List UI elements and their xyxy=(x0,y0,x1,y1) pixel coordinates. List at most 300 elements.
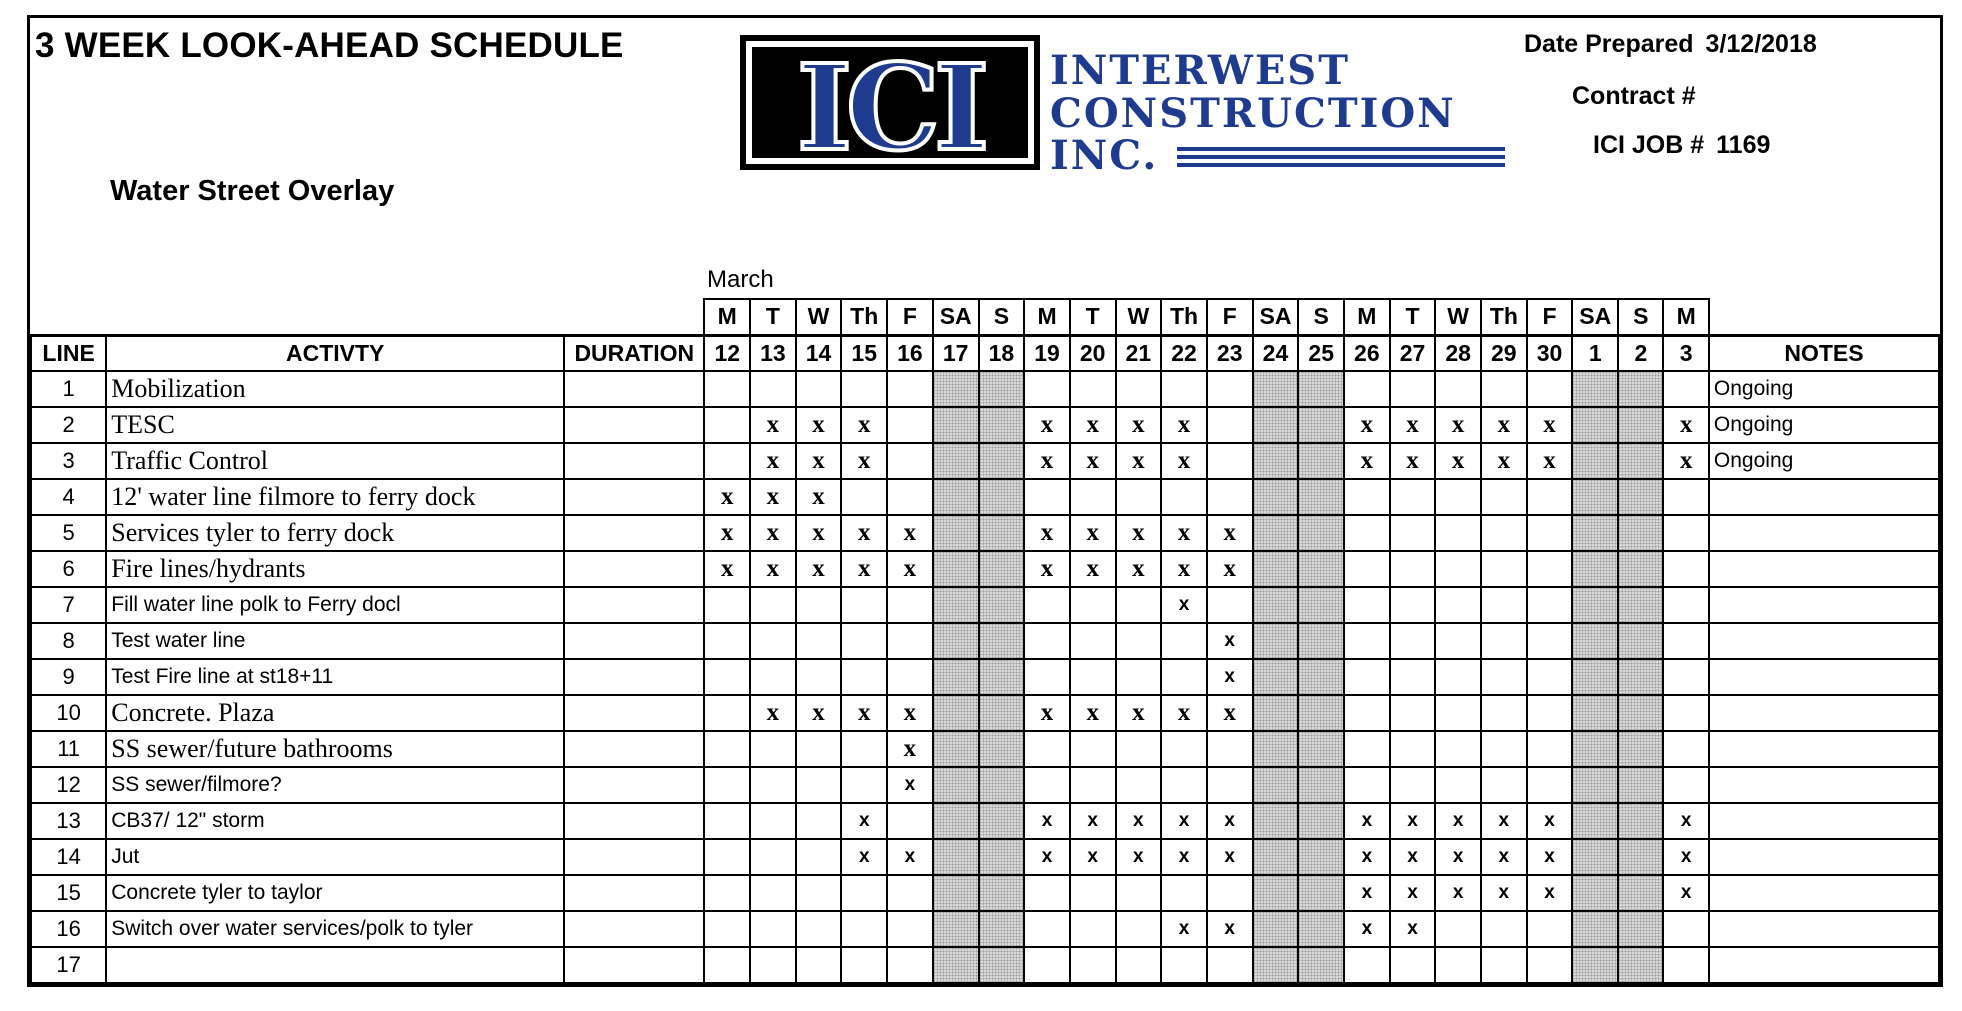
activity-cell: Mobilization xyxy=(106,371,564,407)
schedule-cell xyxy=(841,659,887,695)
line-number-cell: 14 xyxy=(31,839,106,875)
schedule-mark-cell: x xyxy=(1070,515,1116,551)
duration-cell xyxy=(564,947,704,983)
notes-cell: Ongoing xyxy=(1709,407,1939,443)
ici-logo-mark xyxy=(740,35,1040,170)
activity-cell: SS sewer/filmore? xyxy=(106,767,564,803)
table-row xyxy=(31,479,1939,515)
schedule-cell xyxy=(979,947,1025,983)
schedule-cell xyxy=(1298,767,1344,803)
schedule-cell xyxy=(1435,947,1481,983)
schedule-cell xyxy=(1298,551,1344,587)
table-row xyxy=(31,875,1939,911)
logo-mark-text: ICI xyxy=(796,38,984,170)
schedule-cell xyxy=(1572,551,1618,587)
schedule-cell xyxy=(1253,767,1299,803)
day-date-header: 21 xyxy=(1116,335,1162,371)
day-date-header: 19 xyxy=(1024,335,1070,371)
month-label: March xyxy=(707,266,774,293)
schedule-cell xyxy=(1207,767,1253,803)
day-date-header: 12 xyxy=(704,335,750,371)
schedule-cell xyxy=(1663,371,1708,407)
schedule-cell xyxy=(1298,839,1344,875)
table-row xyxy=(31,731,1939,767)
table-row xyxy=(31,803,1939,839)
schedule-mark-cell: x xyxy=(1344,911,1390,947)
schedule-cell xyxy=(750,803,796,839)
activity-cell xyxy=(106,947,564,983)
schedule-mark-cell: x xyxy=(841,551,887,587)
schedule-mark-cell: x xyxy=(1527,839,1573,875)
schedule-cell xyxy=(1481,911,1527,947)
schedule-cell xyxy=(1024,587,1070,623)
schedule-mark-cell: x xyxy=(1481,875,1527,911)
schedule-mark-cell: x xyxy=(1207,695,1253,731)
schedule-cell xyxy=(750,659,796,695)
day-name-header: T xyxy=(750,299,796,335)
schedule-table xyxy=(30,298,1940,984)
duration-cell xyxy=(564,731,704,767)
schedule-cell xyxy=(887,947,933,983)
schedule-cell xyxy=(979,587,1025,623)
schedule-cell xyxy=(1253,839,1299,875)
schedule-mark-cell: x xyxy=(1207,803,1253,839)
schedule-cell xyxy=(1253,911,1299,947)
schedule-cell xyxy=(1390,479,1436,515)
schedule-mark-cell: x xyxy=(841,443,887,479)
schedule-mark-cell: x xyxy=(1663,803,1708,839)
schedule-mark-cell: x xyxy=(1024,443,1070,479)
schedule-cell xyxy=(933,695,979,731)
schedule-mark-cell: x xyxy=(887,839,933,875)
schedule-cell xyxy=(1527,695,1573,731)
schedule-mark-cell: x xyxy=(1527,875,1573,911)
schedule-mark-cell: x xyxy=(1481,407,1527,443)
schedule-mark-cell: x xyxy=(841,839,887,875)
schedule-cell xyxy=(1663,911,1708,947)
schedule-cell xyxy=(1070,731,1116,767)
day-date-header: 1 xyxy=(1572,335,1618,371)
line-number-cell: 15 xyxy=(31,875,106,911)
day-date-header: 26 xyxy=(1344,335,1390,371)
schedule-mark-cell: x xyxy=(750,515,796,551)
schedule-cell xyxy=(1161,659,1207,695)
schedule-sheet xyxy=(27,15,1943,987)
schedule-cell xyxy=(1070,659,1116,695)
schedule-cell xyxy=(1435,659,1481,695)
schedule-cell xyxy=(750,371,796,407)
duration-cell xyxy=(564,695,704,731)
duration-column-header: DURATION xyxy=(564,335,704,371)
schedule-cell xyxy=(1253,731,1299,767)
table-row xyxy=(31,695,1939,731)
schedule-cell xyxy=(1253,371,1299,407)
schedule-cell xyxy=(1161,371,1207,407)
schedule-cell xyxy=(1207,587,1253,623)
day-date-header: 18 xyxy=(979,335,1025,371)
duration-cell xyxy=(564,875,704,911)
schedule-cell xyxy=(1116,623,1162,659)
header-spacer xyxy=(1709,299,1939,335)
line-number-cell: 13 xyxy=(31,803,106,839)
schedule-cell xyxy=(704,911,750,947)
schedule-cell xyxy=(704,947,750,983)
schedule-cell xyxy=(979,407,1025,443)
schedule-cell xyxy=(1344,695,1390,731)
schedule-cell xyxy=(1435,479,1481,515)
schedule-cell xyxy=(704,587,750,623)
schedule-cell xyxy=(979,551,1025,587)
schedule-mark-cell: x xyxy=(1207,839,1253,875)
notes-cell xyxy=(1709,695,1939,731)
schedule-cell xyxy=(933,407,979,443)
schedule-cell xyxy=(1572,443,1618,479)
schedule-cell xyxy=(1116,479,1162,515)
schedule-cell xyxy=(1298,875,1344,911)
schedule-cell xyxy=(1390,695,1436,731)
schedule-cell xyxy=(933,551,979,587)
schedule-cell xyxy=(1024,767,1070,803)
schedule-mark-cell: x xyxy=(887,731,933,767)
schedule-cell xyxy=(1253,407,1299,443)
line-number-cell: 16 xyxy=(31,911,106,947)
schedule-cell xyxy=(1618,371,1663,407)
schedule-cell xyxy=(704,443,750,479)
notes-cell xyxy=(1709,875,1939,911)
schedule-cell xyxy=(1663,947,1708,983)
schedule-mark-cell: x xyxy=(796,479,842,515)
schedule-cell xyxy=(933,659,979,695)
schedule-cell xyxy=(933,587,979,623)
schedule-mark-cell: x xyxy=(704,479,750,515)
schedule-cell xyxy=(1253,479,1299,515)
company-logo xyxy=(740,35,1510,179)
notes-cell xyxy=(1709,911,1939,947)
schedule-cell xyxy=(1344,551,1390,587)
schedule-cell xyxy=(1572,803,1618,839)
schedule-cell xyxy=(1344,623,1390,659)
schedule-cell xyxy=(1298,947,1344,983)
day-date-header: 16 xyxy=(887,335,933,371)
schedule-cell xyxy=(1207,875,1253,911)
day-name-header: S xyxy=(979,299,1025,335)
schedule-cell xyxy=(796,623,842,659)
schedule-cell xyxy=(1481,659,1527,695)
line-number-cell: 17 xyxy=(31,947,106,983)
schedule-cell xyxy=(1527,731,1573,767)
day-date-header: 27 xyxy=(1390,335,1436,371)
schedule-cell xyxy=(796,767,842,803)
schedule-cell xyxy=(796,371,842,407)
day-date-header: 15 xyxy=(841,335,887,371)
schedule-cell xyxy=(1618,767,1663,803)
schedule-cell xyxy=(1572,875,1618,911)
page-title: 3 WEEK LOOK-AHEAD SCHEDULE xyxy=(35,26,624,65)
schedule-mark-cell: x xyxy=(1161,911,1207,947)
schedule-cell xyxy=(887,803,933,839)
schedule-cell xyxy=(979,803,1025,839)
schedule-cell xyxy=(1527,551,1573,587)
schedule-cell xyxy=(1344,767,1390,803)
schedule-cell xyxy=(796,803,842,839)
schedule-cell xyxy=(1344,587,1390,623)
schedule-cell xyxy=(1298,587,1344,623)
project-name: Water Street Overlay xyxy=(110,175,395,207)
schedule-mark-cell: x xyxy=(1435,443,1481,479)
schedule-cell xyxy=(1527,767,1573,803)
schedule-mark-cell: x xyxy=(1024,839,1070,875)
schedule-cell xyxy=(1253,947,1299,983)
schedule-mark-cell: x xyxy=(1344,407,1390,443)
table-row xyxy=(31,623,1939,659)
schedule-mark-cell: x xyxy=(1161,695,1207,731)
day-date-header: 13 xyxy=(750,335,796,371)
duration-cell xyxy=(564,659,704,695)
schedule-cell xyxy=(704,731,750,767)
schedule-cell xyxy=(1207,443,1253,479)
line-number-cell: 5 xyxy=(31,515,106,551)
day-name-header: M xyxy=(1344,299,1390,335)
schedule-mark-cell: x xyxy=(1207,911,1253,947)
schedule-cell xyxy=(750,731,796,767)
schedule-cell xyxy=(933,947,979,983)
schedule-mark-cell: x xyxy=(1116,803,1162,839)
day-name-header: F xyxy=(887,299,933,335)
schedule-cell xyxy=(1481,479,1527,515)
schedule-mark-cell: x xyxy=(1344,803,1390,839)
schedule-cell xyxy=(1572,371,1618,407)
schedule-mark-cell: x xyxy=(1116,515,1162,551)
schedule-cell xyxy=(1024,479,1070,515)
schedule-cell xyxy=(1663,587,1708,623)
schedule-mark-cell: x xyxy=(1207,659,1253,695)
schedule-cell xyxy=(841,479,887,515)
schedule-mark-cell: x xyxy=(1116,407,1162,443)
schedule-cell xyxy=(979,875,1025,911)
schedule-cell xyxy=(750,947,796,983)
schedule-cell xyxy=(1253,803,1299,839)
schedule-cell xyxy=(1572,839,1618,875)
schedule-cell xyxy=(841,623,887,659)
schedule-cell xyxy=(979,911,1025,947)
schedule-cell xyxy=(1618,479,1663,515)
day-name-header: F xyxy=(1207,299,1253,335)
schedule-cell xyxy=(750,839,796,875)
activity-cell: Jut xyxy=(106,839,564,875)
duration-cell xyxy=(564,551,704,587)
schedule-cell xyxy=(1618,731,1663,767)
schedule-cell xyxy=(1070,911,1116,947)
schedule-mark-cell: x xyxy=(1481,443,1527,479)
schedule-cell xyxy=(1481,587,1527,623)
line-number-cell: 10 xyxy=(31,695,106,731)
schedule-cell xyxy=(1024,947,1070,983)
schedule-mark-cell: x xyxy=(1024,407,1070,443)
schedule-mark-cell: x xyxy=(1481,803,1527,839)
day-name-header: W xyxy=(1435,299,1481,335)
schedule-cell xyxy=(887,443,933,479)
schedule-cell xyxy=(704,371,750,407)
schedule-cell xyxy=(1663,623,1708,659)
schedule-cell xyxy=(1161,947,1207,983)
schedule-cell xyxy=(1481,731,1527,767)
schedule-cell xyxy=(1390,551,1436,587)
schedule-cell xyxy=(1024,371,1070,407)
schedule-mark-cell: x xyxy=(750,407,796,443)
schedule-mark-cell: x xyxy=(750,443,796,479)
schedule-cell xyxy=(841,911,887,947)
schedule-cell xyxy=(933,839,979,875)
notes-cell xyxy=(1709,947,1939,983)
schedule-mark-cell: x xyxy=(1390,407,1436,443)
activity-cell: SS sewer/future bathrooms xyxy=(106,731,564,767)
schedule-cell xyxy=(1298,731,1344,767)
schedule-cell xyxy=(887,407,933,443)
schedule-mark-cell: x xyxy=(1390,443,1436,479)
schedule-mark-cell: x xyxy=(1070,443,1116,479)
schedule-cell xyxy=(1618,587,1663,623)
schedule-cell xyxy=(1527,911,1573,947)
schedule-cell xyxy=(933,731,979,767)
schedule-cell xyxy=(1527,479,1573,515)
day-name-header: F xyxy=(1527,299,1573,335)
schedule-cell xyxy=(1298,623,1344,659)
schedule-cell xyxy=(1024,875,1070,911)
schedule-cell xyxy=(1116,767,1162,803)
schedule-mark-cell: x xyxy=(1024,551,1070,587)
schedule-cell xyxy=(1116,947,1162,983)
schedule-mark-cell: x xyxy=(1390,803,1436,839)
schedule-cell xyxy=(1390,515,1436,551)
table-row xyxy=(31,767,1939,803)
schedule-cell xyxy=(979,839,1025,875)
notes-cell xyxy=(1709,551,1939,587)
day-name-header: W xyxy=(796,299,842,335)
schedule-cell xyxy=(1344,479,1390,515)
schedule-cell xyxy=(1572,587,1618,623)
schedule-cell xyxy=(1344,515,1390,551)
day-name-header: SA xyxy=(1572,299,1618,335)
schedule-mark-cell: x xyxy=(841,515,887,551)
schedule-cell xyxy=(750,875,796,911)
schedule-cell xyxy=(1070,479,1116,515)
schedule-mark-cell: x xyxy=(1161,407,1207,443)
line-number-cell: 6 xyxy=(31,551,106,587)
logo-rule xyxy=(1177,155,1505,159)
schedule-mark-cell: x xyxy=(796,443,842,479)
schedule-cell xyxy=(1481,947,1527,983)
schedule-cell xyxy=(1070,947,1116,983)
schedule-mark-cell: x xyxy=(1527,443,1573,479)
line-number-cell: 8 xyxy=(31,623,106,659)
schedule-cell xyxy=(1070,875,1116,911)
schedule-cell xyxy=(1618,551,1663,587)
schedule-cell xyxy=(841,371,887,407)
schedule-cell xyxy=(1298,695,1344,731)
schedule-cell xyxy=(1390,587,1436,623)
schedule-mark-cell: x xyxy=(841,695,887,731)
schedule-cell xyxy=(979,623,1025,659)
line-number-cell: 11 xyxy=(31,731,106,767)
schedule-mark-cell: x xyxy=(796,515,842,551)
day-date-header: 24 xyxy=(1253,335,1299,371)
schedule-cell xyxy=(1161,623,1207,659)
schedule-cell xyxy=(704,623,750,659)
schedule-cell xyxy=(979,695,1025,731)
job-number xyxy=(1593,131,1770,160)
schedule-cell xyxy=(1618,407,1663,443)
schedule-mark-cell: x xyxy=(1161,587,1207,623)
logo-rule xyxy=(1177,163,1505,167)
schedule-cell xyxy=(1481,695,1527,731)
schedule-cell xyxy=(1298,479,1344,515)
table-row xyxy=(31,839,1939,875)
contract-label: Contract # xyxy=(1572,82,1696,110)
schedule-cell xyxy=(1572,515,1618,551)
schedule-cell xyxy=(1663,551,1708,587)
job-value: 1169 xyxy=(1716,131,1771,159)
schedule-cell xyxy=(1207,407,1253,443)
schedule-cell xyxy=(1253,659,1299,695)
schedule-mark-cell: x xyxy=(1344,443,1390,479)
schedule-cell xyxy=(1527,947,1573,983)
schedule-mark-cell: x xyxy=(750,695,796,731)
schedule-cell xyxy=(1298,803,1344,839)
schedule-cell xyxy=(1663,731,1708,767)
schedule-mark-cell: x xyxy=(887,551,933,587)
schedule-cell xyxy=(1435,731,1481,767)
schedule-cell xyxy=(887,479,933,515)
schedule-cell xyxy=(1618,947,1663,983)
table-row xyxy=(31,659,1939,695)
schedule-mark-cell: x xyxy=(796,695,842,731)
schedule-cell xyxy=(704,803,750,839)
day-name-header: T xyxy=(1390,299,1436,335)
schedule-mark-cell: x xyxy=(1390,911,1436,947)
schedule-cell xyxy=(1572,659,1618,695)
schedule-cell xyxy=(704,407,750,443)
schedule-cell xyxy=(979,371,1025,407)
schedule-cell xyxy=(1663,515,1708,551)
schedule-cell xyxy=(1435,371,1481,407)
schedule-cell xyxy=(1207,947,1253,983)
schedule-cell xyxy=(887,911,933,947)
schedule-mark-cell: x xyxy=(841,407,887,443)
schedule-mark-cell: x xyxy=(1024,695,1070,731)
schedule-cell xyxy=(933,623,979,659)
schedule-cell xyxy=(750,911,796,947)
day-date-header: 22 xyxy=(1161,335,1207,371)
schedule-cell xyxy=(1253,443,1299,479)
schedule-cell xyxy=(887,875,933,911)
schedule-cell xyxy=(1481,767,1527,803)
schedule-mark-cell: x xyxy=(1116,839,1162,875)
schedule-cell xyxy=(1618,695,1663,731)
line-number-cell: 7 xyxy=(31,587,106,623)
schedule-cell xyxy=(1344,371,1390,407)
schedule-mark-cell: x xyxy=(1070,407,1116,443)
day-date-header: 14 xyxy=(796,335,842,371)
schedule-cell xyxy=(1024,623,1070,659)
activity-cell: Concrete. Plaza xyxy=(106,695,564,731)
schedule-cell xyxy=(1663,659,1708,695)
schedule-cell xyxy=(1527,659,1573,695)
schedule-cell xyxy=(933,803,979,839)
logo-rule xyxy=(1177,147,1505,151)
duration-cell xyxy=(564,623,704,659)
schedule-cell xyxy=(1481,551,1527,587)
schedule-cell xyxy=(841,587,887,623)
